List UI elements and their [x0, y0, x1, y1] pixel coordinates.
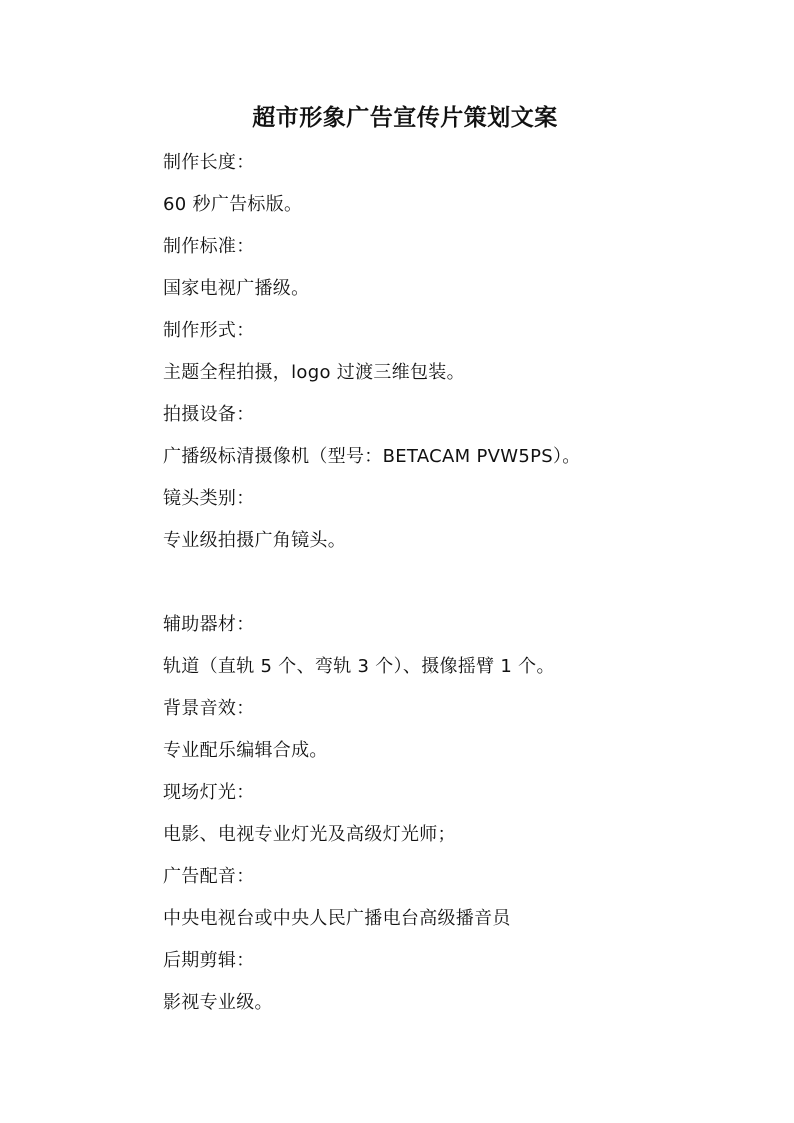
line-standard-value: 国家电视广播级。 — [163, 278, 310, 299]
line-equipment-label: 拍摄设备： — [163, 404, 255, 425]
document-title: 超市形象广告宣传片策划文案 — [252, 104, 558, 131]
line-length-label: 制作长度： — [163, 152, 255, 173]
blank-line — [163, 562, 763, 604]
line-length-value: 60 秒广告标版。 — [163, 194, 303, 215]
line-editing-label: 后期剪辑： — [163, 950, 255, 971]
line-editing-value: 影视专业级。 — [163, 992, 273, 1013]
line-aux-label: 辅助器材： — [163, 614, 255, 635]
line-voiceover-label: 广告配音： — [163, 866, 255, 887]
line-audio-value: 专业配乐编辑合成。 — [163, 740, 328, 761]
line-format-label: 制作形式： — [163, 320, 255, 341]
line-format-value: 主题全程拍摄，logo 过渡三维包装。 — [163, 362, 465, 383]
line-audio-label: 背景音效： — [163, 698, 255, 719]
line-equipment-value: 广播级标清摄像机（型号：BETACAM PVW5PS）。 — [163, 446, 581, 467]
document-body — [163, 142, 763, 1024]
line-standard-label: 制作标准： — [163, 236, 255, 257]
line-lens-value: 专业级拍摄广角镜头。 — [163, 530, 346, 551]
line-lens-label: 镜头类别： — [163, 488, 255, 509]
line-lighting-label: 现场灯光： — [163, 782, 255, 803]
line-lighting-value: 电影、电视专业灯光及高级灯光师； — [163, 824, 456, 845]
line-voiceover-value: 中央电视台或中央人民广播电台高级播音员 — [163, 908, 511, 929]
line-aux-value: 轨道（直轨 5 个、弯轨 3 个）、摄像摇臂 1 个。 — [163, 656, 555, 677]
